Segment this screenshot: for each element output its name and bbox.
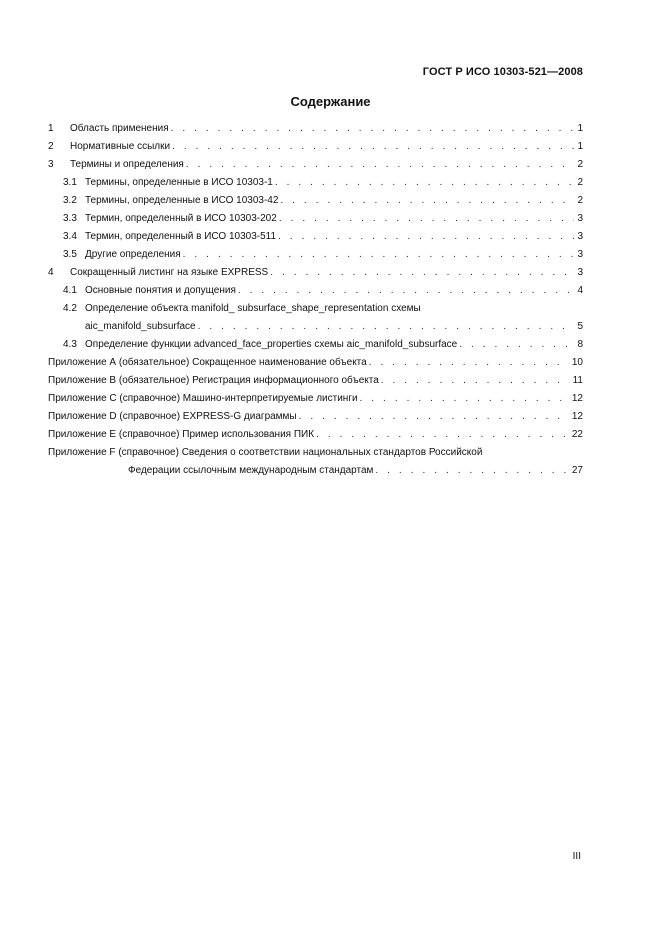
toc-number: 1	[48, 123, 54, 134]
toc-title-continuation: Федерации ссылочным международным стандартам	[128, 465, 374, 476]
toc-entry-3-4[interactable]	[48, 228, 583, 246]
toc-entry-4[interactable]	[48, 264, 583, 282]
toc-title: Определение объекта manifold_ subsurface_shape_representation схемы	[85, 303, 421, 314]
table-of-contents	[48, 120, 583, 480]
leader-dots	[275, 174, 575, 192]
toc-number: 4.1	[63, 285, 77, 296]
toc-number: 2	[48, 141, 54, 152]
toc-entry-3-3[interactable]	[48, 210, 583, 228]
toc-entry-4-1[interactable]	[48, 282, 583, 300]
toc-title: Термин, определенный в ИСО 10303-511	[85, 231, 277, 242]
toc-page: 8	[577, 339, 583, 350]
toc-page: 3	[577, 213, 583, 224]
toc-page: 10	[571, 357, 583, 368]
leader-dots	[360, 390, 569, 408]
toc-page: 27	[571, 465, 583, 476]
toc-page: 1	[577, 141, 583, 152]
toc-page: 1	[577, 123, 583, 134]
toc-entry-3-1[interactable]	[48, 174, 583, 192]
toc-page: 11	[572, 375, 583, 386]
leader-dots	[279, 210, 575, 228]
toc-title: Термины, определенные в ИСО 10303-42	[85, 195, 279, 206]
toc-page: 2	[577, 159, 583, 170]
toc-entry-3-5[interactable]	[48, 246, 583, 264]
toc-number: 3.2	[63, 195, 77, 206]
leader-dots	[171, 120, 575, 138]
toc-title: Основные понятия и допущения	[85, 285, 236, 296]
toc-entry-4-2[interactable]	[48, 300, 583, 318]
toc-title: Приложение С (справочное) Машино-интерпретируемые листинги	[48, 393, 358, 404]
toc-page: 2	[577, 177, 583, 188]
toc-page: 3	[577, 249, 583, 260]
toc-number: 4.3	[63, 339, 77, 350]
leader-dots	[172, 138, 574, 156]
toc-title: Сокращенный листинг на языке EXPRESS	[70, 267, 269, 278]
toc-title: Другие определения	[85, 249, 181, 260]
toc-page: 2	[577, 195, 583, 206]
toc-number: 3.4	[63, 231, 77, 242]
leader-dots	[238, 282, 575, 300]
toc-page: 4	[577, 285, 583, 296]
toc-title: Определение функции advanced_face_properties схемы aic_manifold_subsurface	[85, 339, 458, 350]
leader-dots	[299, 408, 569, 426]
leader-dots	[186, 156, 575, 174]
leader-dots	[369, 354, 569, 372]
toc-entry-4-3[interactable]	[48, 336, 583, 354]
leader-dots	[375, 462, 568, 480]
toc-title-continuation: aic_manifold_subsurface	[85, 321, 196, 332]
toc-number: 4	[48, 267, 54, 278]
leader-dots	[459, 336, 574, 354]
toc-page: 3	[577, 231, 583, 242]
toc-number: 3.5	[63, 249, 77, 260]
leader-dots	[280, 192, 574, 210]
leader-dots	[198, 318, 575, 336]
leader-dots	[270, 264, 574, 282]
toc-appendix-e[interactable]	[48, 426, 583, 444]
toc-page: 22	[571, 429, 583, 440]
toc-page: 12	[571, 411, 583, 422]
toc-title: Приложение В (обязательное) Регистрация информационного объекта	[48, 375, 379, 386]
toc-page: 12	[571, 393, 583, 404]
toc-entry-3-2[interactable]	[48, 192, 583, 210]
toc-entry-4-2-continuation[interactable]	[48, 318, 583, 336]
toc-title: Термины и определения	[70, 159, 184, 170]
toc-number: 3.3	[63, 213, 77, 224]
toc-title: Приложение F (справочное) Сведения о соответствии национальных стандартов Российской	[48, 447, 483, 458]
leader-dots	[183, 246, 575, 264]
page-title: Содержание	[290, 94, 371, 109]
leader-dots	[278, 228, 574, 246]
toc-title: Термины, определенные в ИСО 10303-1	[85, 177, 273, 188]
toc-page: 3	[577, 267, 583, 278]
toc-appendix-f-continuation[interactable]	[48, 462, 583, 480]
toc-title: Нормативные ссылки	[70, 141, 171, 152]
toc-title: Приложение А (обязательное) Сокращенное наименование объекта	[48, 357, 367, 368]
toc-appendix-f[interactable]	[48, 444, 583, 462]
leader-dots	[316, 426, 569, 444]
toc-title: Приложение D (справочное) EXPRESS-G диаграммы	[48, 411, 297, 422]
toc-number: 3.1	[63, 177, 77, 188]
toc-appendix-c[interactable]	[48, 390, 583, 408]
document-header: ГОСТ Р ИСО 10303-521—2008	[422, 66, 583, 78]
toc-title: Термин, определенный в ИСО 10303-202	[85, 213, 277, 224]
toc-appendix-d[interactable]	[48, 408, 583, 426]
toc-page: 5	[577, 321, 583, 332]
page-number: III	[572, 851, 581, 862]
leader-dots	[381, 372, 570, 390]
toc-appendix-b[interactable]	[48, 372, 583, 390]
toc-entry-1[interactable]	[48, 120, 583, 138]
toc-title: Приложение Е (справочное) Пример использования ПИК	[48, 429, 315, 440]
toc-title: Область применения	[70, 123, 169, 134]
toc-entry-3[interactable]	[48, 156, 583, 174]
toc-number: 4.2	[63, 303, 77, 314]
toc-number: 3	[48, 159, 54, 170]
toc-appendix-a[interactable]	[48, 354, 583, 372]
toc-entry-2[interactable]	[48, 138, 583, 156]
